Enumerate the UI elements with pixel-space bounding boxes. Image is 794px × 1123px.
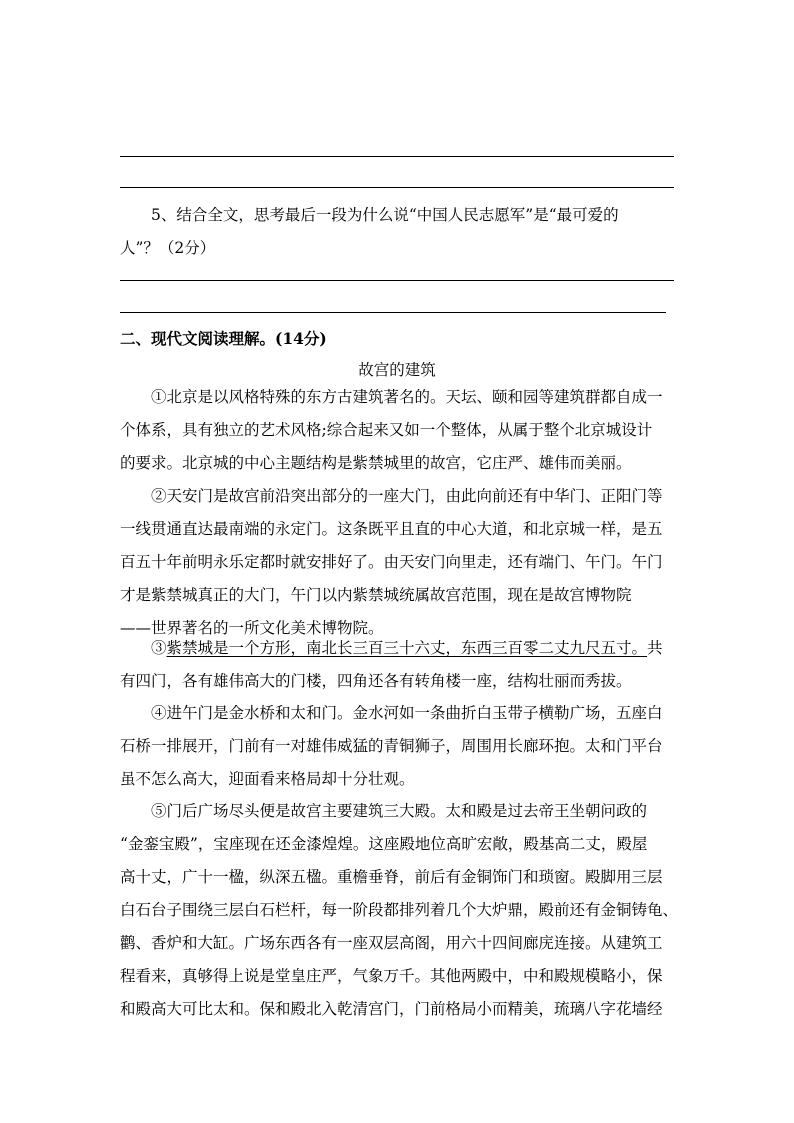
- paragraph-line: 百五十年前明永乐定都时就安排好了。由天安门向里走，还有端门、午门。午门: [120, 553, 663, 571]
- article-title: 故宫的建筑: [358, 361, 436, 379]
- paragraph-line: 个体系，具有独立的艺术风格;综合起来又如一个整体，从属于整个北京城设计: [120, 421, 653, 439]
- paragraph-3: [120, 632, 680, 698]
- underlined-sentence: 紫禁城是一个方形，南北长三百三十六丈，东西三百零二丈九尺五寸。: [166, 639, 648, 657]
- paragraph-line: 白石台子围绕三层白石栏杆，每一阶段都排列着几个大炉鼎，殿前还有金铜铸龟、: [120, 901, 679, 919]
- paragraph-line: 的要求。北京城的中心主题结构是紫禁城里的故宫，它庄严、雄伟而美丽。: [120, 454, 632, 472]
- answer-line: [120, 187, 674, 188]
- question-5-line1: 5、结合全文，思考最后一段为什么说“中国人民志愿军”是“最可爱的: [151, 206, 619, 224]
- answer-line: [120, 280, 674, 281]
- answer-line: [120, 312, 666, 313]
- paragraph-line: ②天安门是故宫前沿突出部分的一座大门，由此向前还有中华门、正阳门等: [151, 487, 663, 505]
- paragraph-4: [120, 697, 680, 796]
- section-heading: 二、现代文阅读理解。(14分): [120, 329, 327, 348]
- paragraph-line: ⑤门后广场尽头便是故宫主要建筑三大殿。太和殿是过去帝王坐朝问政的: [151, 802, 648, 820]
- paragraph-2: [120, 480, 680, 645]
- paragraph-line: 高十丈，广十一楹，纵深五楹。重檐垂脊，前后有金铜饰门和琐窗。殿脚用三层: [120, 868, 663, 886]
- paragraph-line: 鹳、香炉和大缸。广场东西各有一座双层高阁，用六十四间廊庑连接。从建筑工: [120, 934, 663, 952]
- paragraph-line: 石桥一排展开，门前有一对雄伟威猛的青铜狮子，周围用长廊环抱。太和门平台: [120, 737, 663, 755]
- paragraph-line: ④进午门是金水桥和太和门。金水河如一条曲折白玉带子横勒广场，五座白: [151, 704, 663, 722]
- paragraph-line: [120, 632, 680, 665]
- paragraph-5: [120, 795, 680, 1026]
- paragraph-line: 一线贯通直达最南端的永定门。这条既平且直的中心大道，和北京城一样，是五: [120, 520, 663, 538]
- paragraph-line: 才是紫禁城真正的大门，午门以内紫禁城统属故宫范围，现在是故宫博物院: [120, 586, 632, 604]
- paragraph-text: 共: [647, 639, 663, 657]
- paragraph-line: 有四门，各有雄伟高大的门楼，四角还各有转角楼一座，结构壮丽而秀拔。: [120, 672, 632, 690]
- paragraph-number: ③: [151, 639, 167, 657]
- answer-line: [120, 156, 674, 157]
- paragraph-line: 虽不怎么高大，迎面看来格局却十分壮观。: [120, 770, 415, 788]
- paragraph-line: ——世界著名的一所文化美术博物院。: [120, 619, 384, 637]
- question-5-line2: 人”？（2分）: [120, 239, 216, 257]
- paragraph-1: [120, 381, 680, 480]
- paragraph-line: “金銮宝殿”，宝座现在还金漆煌煌。这座殿地位高旷宏敞，殿基高二丈，殿屋: [120, 835, 648, 853]
- paragraph-line: 程看来，真够得上说是堂皇庄严，气象万千。其他两殿中，中和殿规模略小，保: [120, 967, 663, 985]
- paragraph-line: 和殿高大可比太和。保和殿北入乾清宫门，门前格局小而精美，琉璃八字花墙经: [120, 1000, 663, 1018]
- paragraph-line: ①北京是以风格特殊的东方古建筑著名的。天坛、颐和园等建筑群都自成一: [151, 388, 663, 406]
